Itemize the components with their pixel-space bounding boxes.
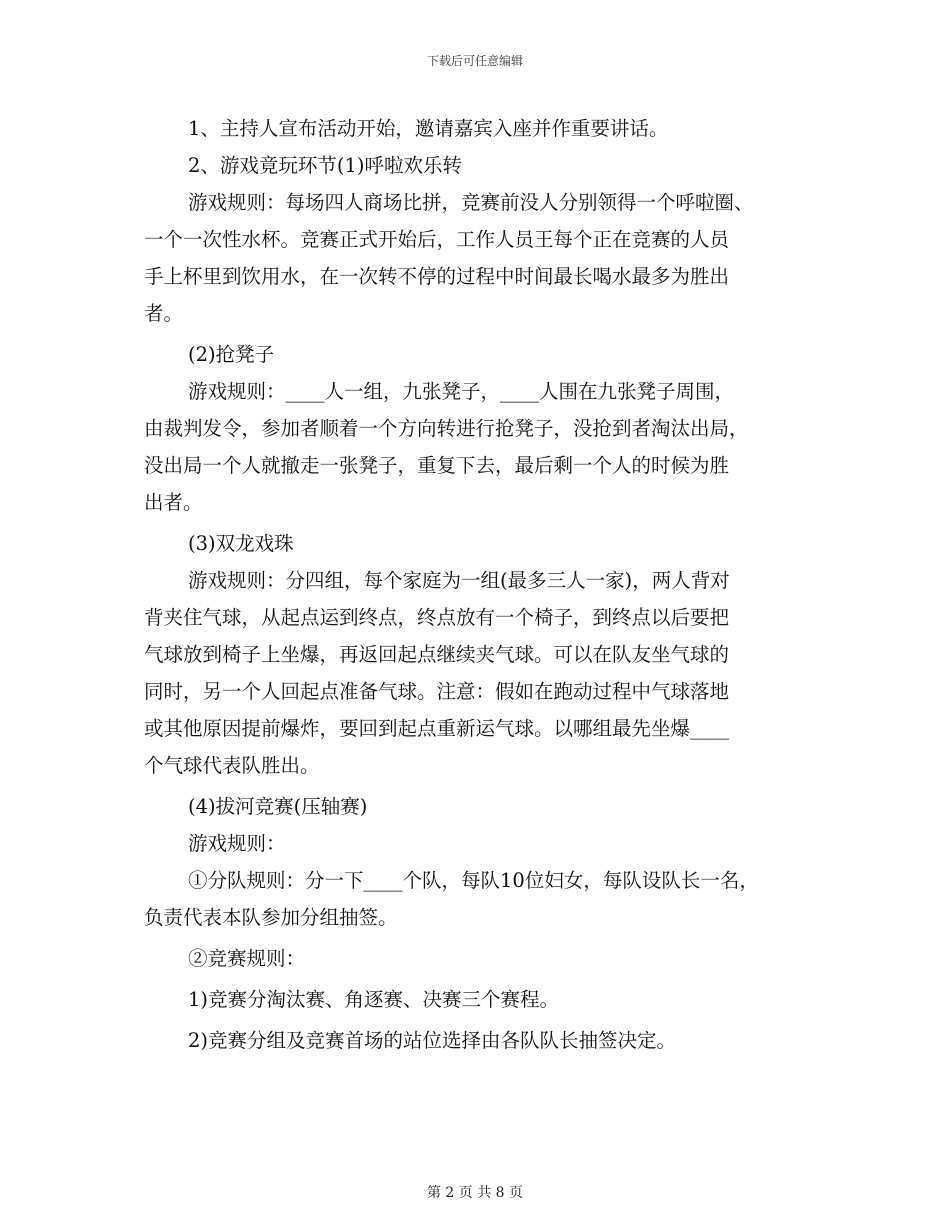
paragraph-line: 1)竞赛分淘汰赛、角逐赛、决赛三个赛程。: [188, 988, 560, 1011]
paragraph-line: 或其他原因提前爆炸，要回到起点重新运气球。以哪组最先坐爆____: [144, 717, 730, 740]
paragraph-line: 者。: [144, 302, 184, 325]
paragraph-line: 游戏规则：分四组，每个家庭为一组(最多三人一家)，两人背对: [188, 569, 730, 592]
paragraph-line: 负责代表本队参加分组抽签。: [144, 906, 398, 929]
paragraph-line: 游戏规则：: [188, 832, 286, 855]
section-heading: (3)双龙戏珠: [188, 532, 294, 555]
page-number: 第 2 页 共 8 页: [426, 1185, 524, 1201]
paragraph-line: 由裁判发令，参加者顺着一个方向转进行抢凳子，没抢到者淘汰出局，: [144, 417, 749, 440]
paragraph-line: 游戏规则：每场四人商场比拼，竞赛前没人分别领得一个呼啦圈、: [188, 191, 754, 214]
paragraph-line: ②竞赛规则：: [188, 947, 306, 970]
paragraph-line: 2、游戏竟玩环节(1)呼啦欢乐转: [188, 154, 463, 177]
paragraph-line: 出者。: [144, 491, 203, 514]
paragraph-line: 1、主持人宣布活动开始，邀请嘉宾入座并作重要讲话。: [188, 117, 669, 140]
section-heading: (2)抢凳子: [188, 343, 275, 366]
section-heading: (4)拔河竞赛(压轴赛): [188, 795, 368, 818]
paragraph-line: 同时，另一个人回起点准备气球。注意：假如在跑动过程中气球落地: [144, 680, 730, 703]
document-body: [144, 110, 814, 1059]
paragraph-line: ①分队规则：分一下____个队，每队10位妇女，每队设队长一名，: [188, 869, 759, 892]
paragraph-line: 2)竞赛分组及竞赛首场的站位选择由各队队长抽签决定。: [188, 1029, 677, 1052]
paragraph-line: 背夹住气球，从起点运到终点，终点放有一个椅子，到终点以后要把: [144, 606, 730, 629]
paragraph-line: 一个一次性水杯。竞赛正式开始后，工作人员王每个正在竞赛的人员: [144, 228, 730, 251]
page-header-note: 下载后可任意编辑: [426, 54, 523, 68]
paragraph-line: 手上杯里到饮用水，在一次转不停的过程中时间最长喝水最多为胜出: [144, 265, 730, 288]
paragraph-line: 个气球代表队胜出。: [144, 754, 320, 777]
paragraph-line: 没出局一个人就撤走一张凳子，重复下去，最后剩一个人的时候为胜: [144, 454, 730, 477]
paragraph-line: 游戏规则：____人一组，九张凳子，____人围在九张凳子周围，: [188, 380, 735, 403]
paragraph-line: 气球放到椅子上坐爆，再返回起点继续夹气球。可以在队友坐气球的: [144, 643, 730, 666]
